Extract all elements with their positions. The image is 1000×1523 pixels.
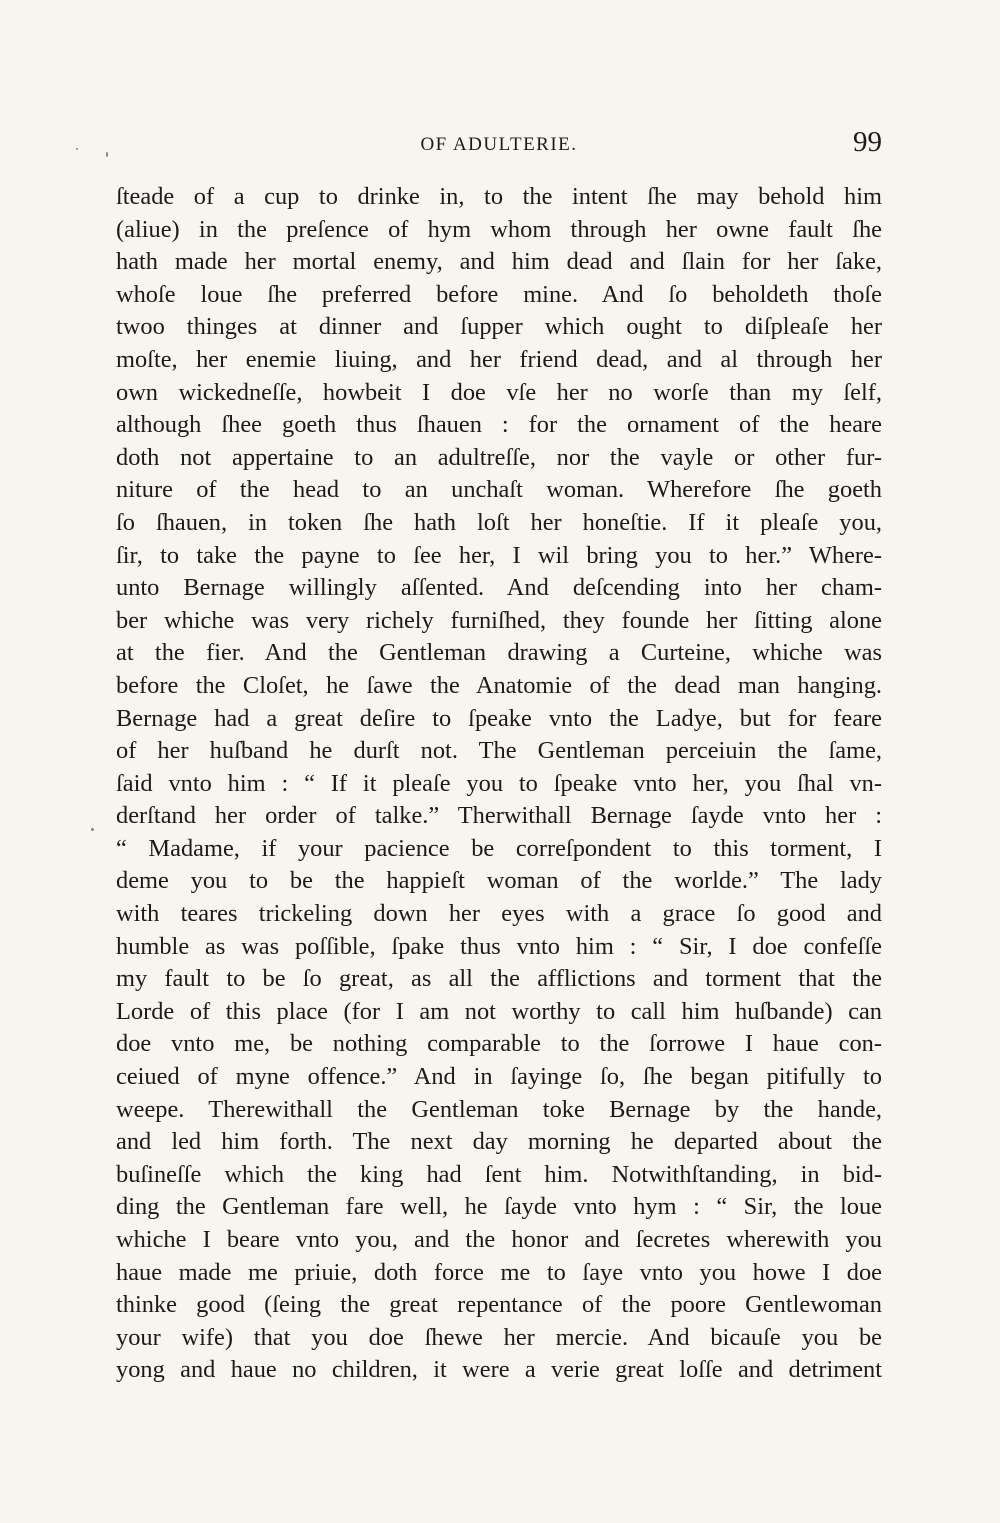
running-title: OF ADULTERIE.: [420, 134, 578, 155]
ink-speck: [106, 152, 108, 157]
text-line: deme you to be the happieſt woman of the worlde.” The lady: [116, 867, 882, 895]
text-line: my fault to be ſo great, as all the afflictions and torment that the: [116, 965, 882, 993]
text-line: although ſhee goeth thus ſhauen : for the ornament of the heare: [116, 411, 882, 439]
text-line: buſineſſe which the king had ſent him. Notwithſtanding, in bid-: [116, 1160, 882, 1188]
text-line: own wickedneſſe, howbeit I doe vſe her no worſe than my ſelf,: [116, 378, 882, 406]
text-line: your wife) that you doe ſhewe her mercie. And bicauſe you be: [116, 1323, 882, 1351]
text-line: at the fier. And the Gentleman drawing a Curteine, whiche was: [116, 639, 882, 667]
text-line: unto Bernage willingly aſſented. And deſcending into her cham-: [116, 574, 882, 602]
text-line: “ Madame, if your pacience be correſpondent to this torment, I: [116, 834, 882, 862]
text-line: Lorde of this place (for I am not worthy to call him huſbande) can: [116, 997, 882, 1025]
text-line: ſo ſhauen, in token ſhe hath loſt her honeſtie. If it pleaſe you,: [116, 508, 882, 536]
text-line: ceiued of myne offence.” And in ſayinge ſo, ſhe began pitifully to: [116, 1063, 882, 1091]
text-line: thinke good (ſeing the great repentance of the poore Gentlewoman: [116, 1291, 882, 1319]
text-line: doth not appertaine to an adultreſſe, nor the vayle or other fur-: [116, 443, 882, 471]
text-line: whoſe loue ſhe preferred before mine. And ſo beholdeth thoſe: [116, 280, 882, 308]
text-line: and led him forth. The next day morning he departed about the: [116, 1128, 882, 1156]
text-line: derſtand her order of talke.” Therwithall Bernage ſayde vnto her :: [116, 802, 882, 830]
text-line: weepe. Therewithall the Gentleman toke Bernage by the hande,: [116, 1095, 882, 1123]
text-line: moſte, her enemie liuing, and her friend dead, and al through her: [116, 345, 882, 373]
ink-speck: [91, 828, 94, 831]
text-line: ſteade of a cup to drinke in, to the intent ſhe may behold him: [116, 183, 882, 210]
text-line: twoo thinges at dinner and ſupper which ought to diſpleaſe her: [116, 313, 882, 341]
running-head: [116, 126, 882, 166]
ink-speck: [76, 148, 78, 150]
text-line: ſaid vnto him : “ If it pleaſe you to ſpeake vnto her, you ſhal vn-: [116, 769, 882, 797]
text-line: yong and haue no children, it were a verie great loſſe and detriment: [116, 1356, 882, 1384]
text-line: humble as was poſſible, ſpake thus vnto him : “ Sir, I doe confeſſe: [116, 932, 882, 960]
text-line: Bernage had a great deſire to ſpeake vnto the Ladye, but for feare: [116, 704, 882, 732]
text-line: ſir, to take the payne to ſee her, I wil bring you to her.” Where-: [116, 541, 882, 569]
text-line: whiche I beare vnto you, and the honor and ſecretes wherewith you: [116, 1226, 882, 1253]
text-line: ding the Gentleman fare well, he ſayde vnto hym : “ Sir, the loue: [116, 1193, 882, 1221]
text-line: doe vnto me, be nothing comparable to the ſorrowe I haue con-: [116, 1030, 882, 1058]
text-line: (aliue) in the preſence of hym whom through her owne fault ſhe: [116, 215, 882, 243]
page-number: 99: [853, 126, 882, 158]
text-line: with teares trickeling down her eyes with a grace ſo good and: [116, 900, 882, 928]
text-line: of her huſband he durſt not. The Gentleman perceiuin the ſame,: [116, 737, 882, 765]
text-line: niture of the head to an unchaſt woman. Wherefore ſhe goeth: [116, 476, 882, 504]
text-line: ber whiche was very richely furniſhed, they founde her ſitting alone: [116, 606, 882, 634]
text-line: hath made her mortal enemy, and him dead and ſlain for her ſake,: [116, 248, 882, 276]
text-line: haue made me priuie, doth force me to ſaye vnto you howe I doe: [116, 1258, 882, 1286]
text-line: before the Cloſet, he ſawe the Anatomie of the dead man hanging.: [116, 671, 882, 699]
body-text: [116, 181, 882, 1387]
